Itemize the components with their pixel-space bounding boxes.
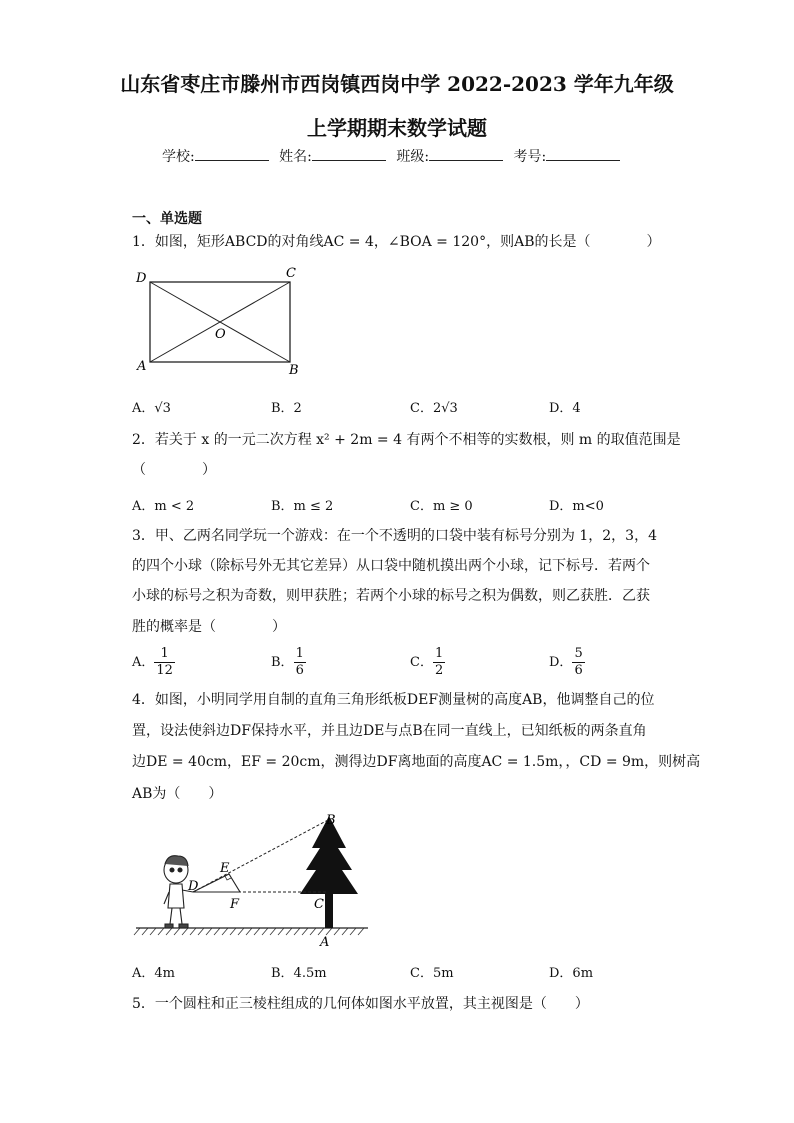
q1-option-b[interactable]: B．2 [271,401,302,416]
label-a: A [137,359,147,374]
label-b: B [326,813,336,828]
question-4-line4: AB为（ ） [132,786,223,802]
tree-measurement-figure [132,808,392,950]
q3-option-d[interactable] [549,646,585,679]
tree-trunk [325,894,333,928]
school-blank[interactable] [195,148,269,161]
q2-option-c[interactable]: C．m ≥ 0 [410,499,473,514]
triangle-def [193,874,240,892]
name-label: 姓名: [279,149,312,165]
q2-option-d[interactable]: D．m<0 [549,499,604,514]
q3-option-a-label: A． [132,655,155,670]
question-1-text: 1．如图，矩形ABCD的对角线AC = 4，∠BOA = 120°，则AB的长是（ ） [132,234,661,250]
label-a: A [320,935,330,950]
exam-number-blank[interactable] [546,148,620,161]
question-3-line3: 小球的标号之积为奇数，则甲获胜；若两个小球的标号之积为偶数，则乙获胜．乙获 [132,588,650,604]
fraction-numerator: 5 [574,646,583,661]
class-blank[interactable] [429,148,503,161]
exam-number-label: 考号: [513,149,547,165]
q3-option-b-label: B． [271,655,294,670]
class-label: 班级: [396,149,430,165]
question-3-line2: 的四个小球（除标号外无其它差异）从口袋中随机摸出两个小球，记下标号．若两个 [132,558,650,574]
fraction-denominator: 6 [574,663,583,678]
q4-option-c[interactable]: C．5m [410,966,454,981]
q3-option-b[interactable] [271,646,306,679]
fraction-denominator: 2 [434,663,444,678]
label-d: D [136,271,147,286]
fraction-numerator: 1 [295,646,304,661]
sight-line-db [193,820,328,892]
section-heading: 一、单选题 [132,211,202,227]
label-f: F [230,897,240,912]
school-label: 学校: [162,149,195,165]
q4-option-d[interactable]: D．6m [549,966,594,981]
q2-option-a[interactable]: A．m < 2 [132,499,195,514]
question-4-line1: 4．如图，小明同学用自制的直角三角形纸板DEF测量树的高度AB，他调整自己的位 [132,692,655,708]
fraction-denominator: 6 [295,663,304,678]
label-c: C [286,266,296,281]
fraction-denominator: 12 [156,663,173,678]
question-2-line1: 2．若关于 x 的一元二次方程 x² + 2m = 4 有两个不相等的实数根，则 m 的取值范围是 [132,432,681,448]
question-4-line2: 置，设法使斜边DF保持水平，并且边DE与点B在同一直线上，已知纸板的两条直角 [132,723,647,739]
q3-option-d-fraction [572,646,584,679]
q3-option-a[interactable] [132,646,175,679]
fraction-numerator: 1 [434,646,444,661]
q1-option-d[interactable]: D．4 [549,401,581,416]
name-blank[interactable] [312,148,386,161]
q3-option-c-fraction [433,646,445,679]
q1-option-c[interactable]: C．2√3 [410,401,458,416]
q3-option-b-fraction [294,646,306,679]
question-5-text: 5．一个圆柱和正三棱柱组成的几何体如图水平放置，其主视图是（ ） [132,996,589,1012]
ground-hatching [134,928,364,935]
label-e: E [220,861,230,876]
q3-option-d-label: D． [549,655,573,670]
label-b: B [289,363,299,376]
q4-option-a[interactable]: A．4m [132,966,175,981]
q2-option-b[interactable]: B．m ≤ 2 [271,499,334,514]
question-3-line1: 3．甲、乙两名同学玩一个游戏：在一个不透明的口袋中装有标号分别为 1，2，3，4 [132,528,657,544]
student-info-row [160,146,624,166]
question-2-line2: （ ） [132,462,216,478]
fraction-numerator: 1 [154,646,175,663]
label-d: D [188,879,199,894]
exam-title-line1: 山东省枣庄市滕州市西岗镇西岗中学 2022-2023 学年九年级 [120,72,674,96]
q3-option-c[interactable] [410,646,445,679]
q3-option-a-fraction [154,646,175,679]
label-o: O [215,327,226,342]
question-4-line3: 边DE = 40cm，EF = 20cm，测得边DF离地面的高度AC = 1.5m，，CD = 9m，则树高 [132,754,701,770]
rectangle-figure [132,264,312,376]
question-3-line4: 胜的概率是（ ） [132,619,286,635]
q1-option-a[interactable]: A．√3 [132,401,171,416]
exam-title-line2: 上学期期末数学试题 [307,116,487,140]
label-c: C [314,897,324,912]
q4-option-b[interactable]: B．4.5m [271,966,327,981]
q3-option-c-label: C． [410,655,433,670]
